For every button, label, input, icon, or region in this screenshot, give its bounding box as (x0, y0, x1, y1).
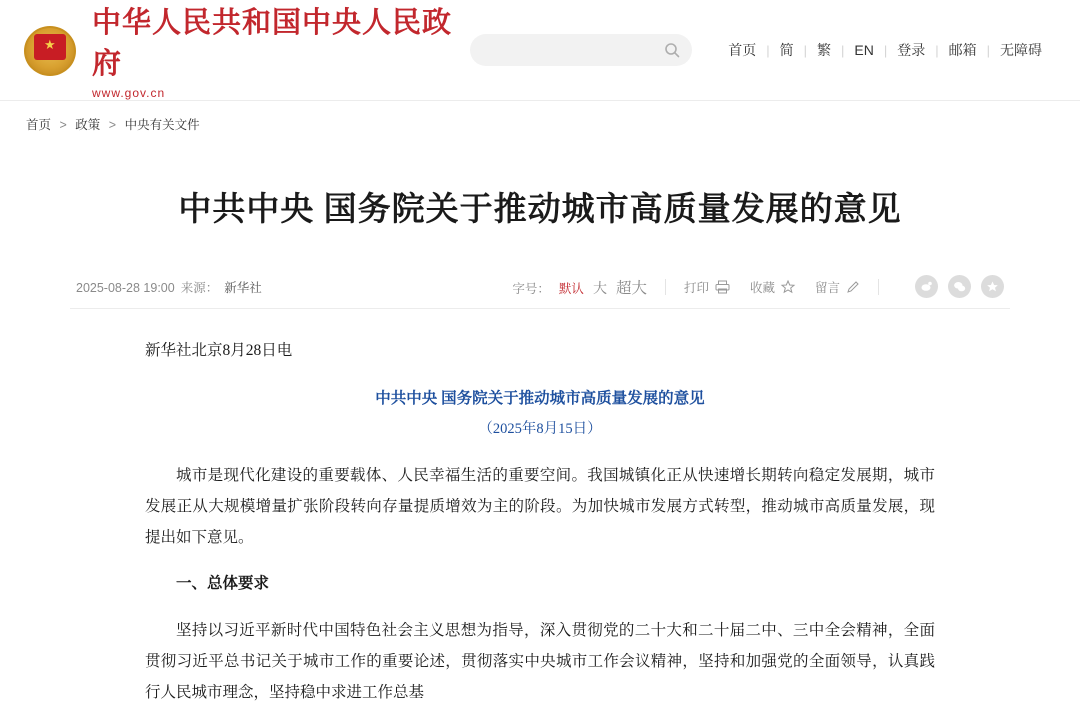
pencil-icon[interactable] (846, 280, 860, 294)
dateline: 新华社北京8月28日电 (145, 342, 293, 359)
print-button[interactable] (684, 278, 730, 296)
breadcrumb-item-central-documents[interactable]: 中央有关文件 (124, 118, 200, 132)
article-source-name: 新华社 (224, 280, 262, 295)
font-size-default-button[interactable]: 默认 (558, 281, 584, 296)
nav-item-login[interactable]: 登录 (897, 42, 926, 58)
font-size-label: 字号： (512, 281, 550, 296)
favorite-label: 收藏 (749, 280, 775, 295)
breadcrumb-divider: > (59, 118, 67, 132)
wechat-icon[interactable] (948, 275, 971, 298)
article-datetime: 2025-08-28 19:00 (76, 280, 175, 295)
breadcrumb (0, 115, 200, 133)
favorite-button[interactable] (750, 278, 795, 296)
nav-item-simplified[interactable]: 简 (779, 42, 794, 58)
nav-item-home[interactable]: 首页 (728, 42, 757, 58)
nav-sep: | (883, 42, 888, 58)
search-box[interactable] (470, 34, 692, 66)
search-icon[interactable] (664, 42, 680, 58)
breadcrumb-divider: > (108, 118, 117, 132)
national-emblem-icon: ★ (22, 22, 78, 78)
site-title (92, 0, 470, 100)
breadcrumb-bar (0, 100, 1080, 147)
section-heading: 一、总体要求 (176, 575, 270, 592)
nav-item-traditional[interactable]: 繁 (816, 42, 831, 58)
favorite-star-icon[interactable] (981, 275, 1004, 298)
article-meta-bar (70, 265, 1010, 309)
comment-label: 留言 (814, 280, 840, 295)
nav-sep: | (935, 42, 939, 58)
printer-icon[interactable] (715, 280, 730, 294)
article (70, 147, 1010, 708)
share-icons (915, 275, 1004, 298)
document-title: 中共中央 国务院关于推动城市高质量发展的意见 (375, 390, 705, 407)
nav-sep: | (840, 42, 845, 58)
article-source-label: 来源： (180, 280, 219, 295)
star-icon[interactable] (781, 280, 795, 294)
site-header (0, 0, 1080, 100)
top-nav (718, 40, 1052, 60)
comment-button[interactable] (815, 278, 860, 296)
article-body (145, 309, 935, 708)
meta-divider (665, 279, 666, 295)
nav-sep: | (986, 42, 990, 58)
font-size-large-button[interactable]: 大 (592, 279, 607, 296)
breadcrumb-item-policy[interactable]: 政策 (75, 118, 101, 132)
nav-sep: | (803, 42, 807, 58)
print-label: 打印 (683, 280, 709, 295)
article-meta-left (76, 278, 262, 296)
page-title: 中共中央 国务院关于推动城市高质量发展的意见 (178, 192, 902, 228)
nav-item-mail[interactable]: 邮箱 (948, 42, 977, 58)
paragraph: 坚持以习近平新时代中国特色社会主义思想为指导，深入贯彻党的二十大和二十届二中、三中全会精神，全面贯彻习近平总书记关于城市工作的重要论述，贯彻落实中央城市工作会议精神，坚持和加强党的全面领导，认真践行人民城市理念，坚持稳中求进工作总基 (145, 621, 935, 701)
font-size-control (512, 276, 647, 298)
breadcrumb-item-home[interactable]: 首页 (26, 118, 52, 132)
weibo-icon[interactable] (915, 275, 938, 298)
paragraph: 城市是现代化建设的重要载体、人民幸福生活的重要空间。我国城镇化正从快速增长期转向稳定发展期，城市发展正从大规模增量扩张阶段转向存量提质增效为主的阶段。为加快城市发展方式转型，推动城市高质量发展，现提出如下意见。 (145, 466, 935, 546)
site-title-en: www.gov.cn (92, 86, 166, 100)
nav-sep: | (766, 42, 770, 58)
document-date: （2025年8月15日） (478, 421, 602, 437)
font-size-xlarge-button[interactable]: 超大 (615, 279, 647, 297)
nav-item-english[interactable]: EN (854, 42, 874, 58)
site-title-cn: 中华人民共和国中央人民政府 (92, 7, 453, 80)
meta-divider-2 (878, 279, 879, 295)
search-input[interactable] (482, 42, 664, 59)
nav-item-accessibility[interactable]: 无障碍 (1000, 42, 1042, 58)
